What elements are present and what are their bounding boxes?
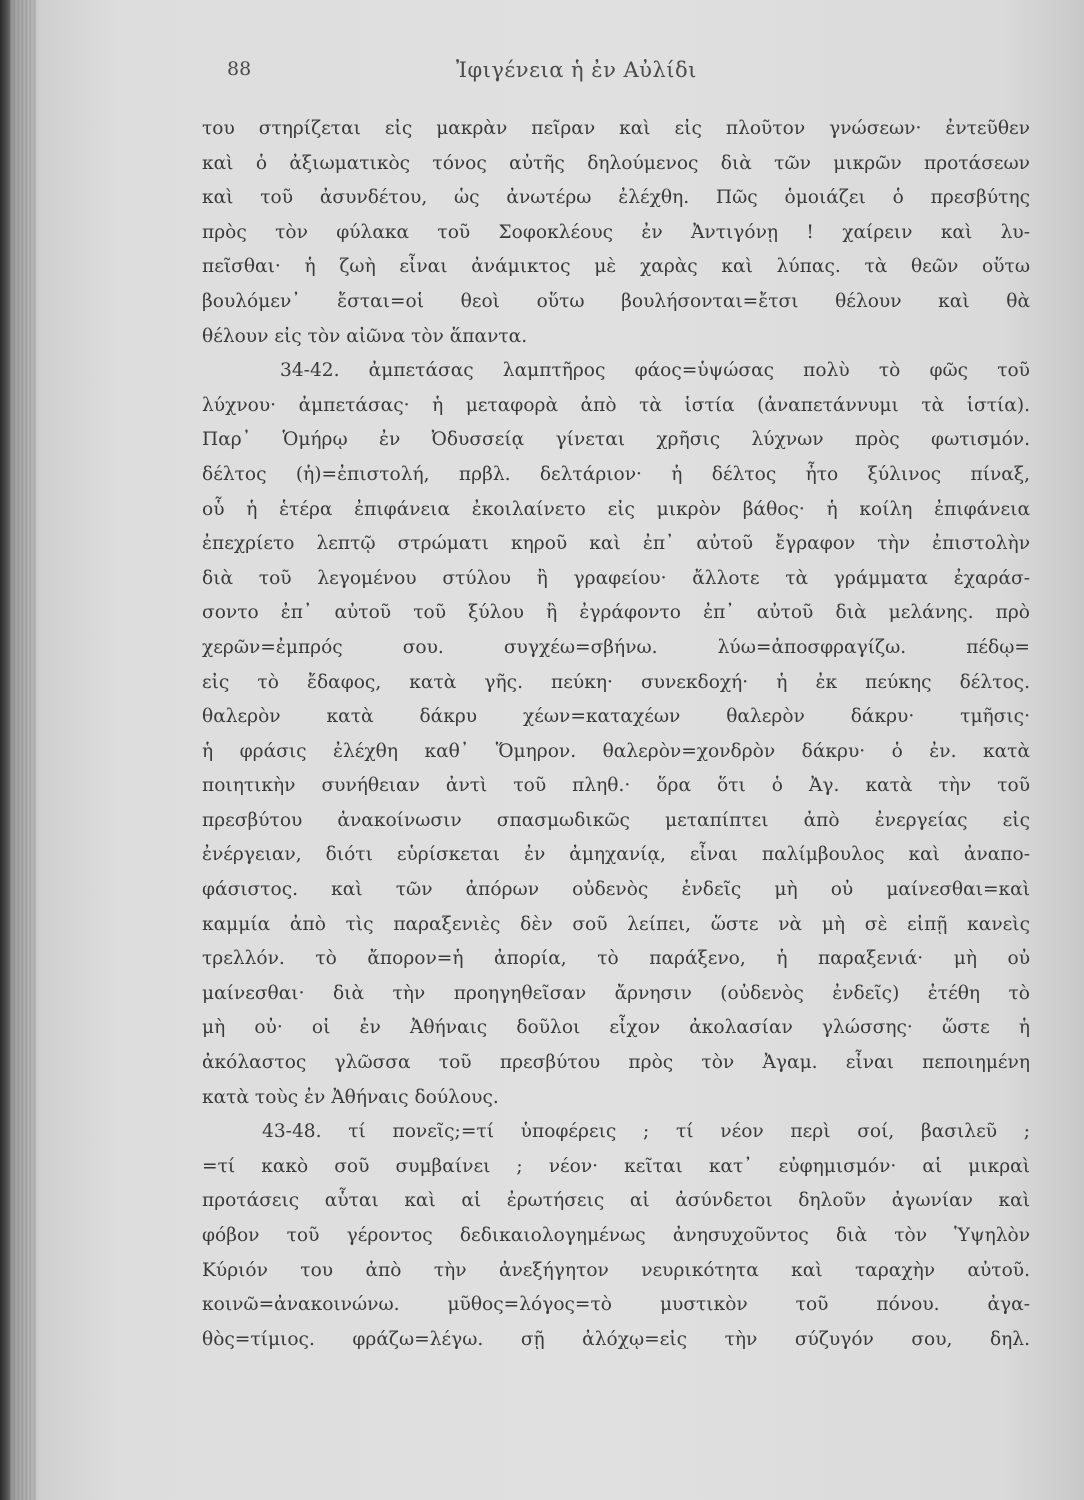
text-line: φόβον τοῦ γέροντος δεδικαιολογημένως ἀνησυχοῦντος διὰ τὸν Ὑψηλὸν (202, 1225, 1030, 1246)
text-line: πεῖσθαι· ἡ ζωὴ εἶναι ἀνάμικτος μὲ χαρὰς καὶ λύπας. τὰ θεῶν οὕτω (202, 256, 1030, 278)
text-line: =τί κακὸ σοῦ συμβαίνει ; νέον· κεῖται κατ᾽ εὐφημισμόν· αἱ μικραὶ (202, 1155, 1030, 1177)
text-line: ἐνέργειαν, διότι εὑρίσκεται ἐν ἀμηχανίᾳ, εἶναι παλίμβουλος καὶ ἀναπο- (202, 844, 1030, 866)
text-line: λύχνου· ἀμπετάσας· ἡ μεταφορὰ ἀπὸ τὰ ἱστία (ἀναπετάννυμι τὰ ἱστία). (202, 394, 1030, 416)
text-line: 43-48. τί πονεῖς;=τί ὑποφέρεις ; τί νέον περὶ σοί, βασιλεῦ ; (262, 1121, 1030, 1143)
text-line: προτάσεις αὗται καὶ αἱ ἐρωτήσεις αἱ ἀσύνδετοι δηλοῦν ἀγωνίαν καὶ (202, 1190, 1030, 1212)
text-line: χερῶν=ἐμπρός σου. συγχέω=σβήνω. λύω=ἀποσφραγίζω. πέδῳ= (202, 636, 1030, 658)
text-line: τρελλόν. τὸ ἄπορον=ἡ ἀπορία, τὸ παράξενο, ἡ παραξενιά· μὴ οὐ (202, 948, 1030, 970)
text-line: ποιητικὴν συνήθειαν ἀντὶ τοῦ πληθ.· ὅρα ὅτι ὁ Ἀγ. κατὰ τὴν τοῦ (202, 775, 1030, 797)
book-page (36, 0, 1084, 1500)
text-line: θαλερὸν κατὰ δάκρυ χέων=καταχέων θαλερὸν δάκρυ· τμῆσις· (202, 706, 1030, 728)
text-line: Κύριόν του ἀπὸ τὴν ἀνεξήγητον νευρικότητα καὶ ταραχὴν αὐτοῦ. (202, 1259, 1030, 1281)
text-line: καμμία ἀπὸ τὶς παραξενιὲς δὲν σοῦ λείπει, ὥστε νὰ μὴ σὲ εἰπῇ κανεὶς (202, 913, 1030, 935)
text-line: ἀκόλαστος γλῶσσα τοῦ πρεσβύτου πρὸς τὸν Ἀγαμ. εἶναι πεποιημένη (202, 1052, 1030, 1074)
text-line: ἡ φράσις ἐλέχθη καθ᾽ Ὅμηρον. θαλερὸν=χονδρὸν δάκρυ· ὁ ἐν. κατὰ (202, 740, 1030, 762)
page-number: 88 (227, 58, 252, 80)
book-title: Ἰφιγένεια ἡ ἐν Αὐλίδι (456, 58, 697, 82)
text-line: βουλόμεν᾽ ἔσται=οἱ θεοὶ οὕτω βουλήσονται=ἔτσι θέλουν καὶ θὰ (202, 290, 1030, 312)
text-line: κοινῶ=ἀνακοινώνω. μῦθος=λόγος=τὸ μυστικὸν τοῦ πόνου. ἀγα- (202, 1294, 1030, 1316)
commentary-text (202, 112, 1030, 1357)
text-line: πρεσβύτου ἀνακοίνωσιν σπασμωδικῶς μεταπίπτει ἀπὸ ἐνεργείας εἰς (202, 809, 1030, 831)
text-line: θέλουν εἰς τὸν αἰῶνα τὸν ἅπαντα. (202, 325, 528, 347)
text-line: καὶ ὁ ἀξιωματικὸς τόνος αὐτῆς δηλούμενος διὰ τῶν μικρῶν προτάσεων (202, 152, 1030, 174)
text-line: οὗ ἡ ἑτέρα ἐπιφάνεια ἐκοιλαίνετο εἰς μικρὸν βάθος· ἡ κοίλη ἐπιφάνεια (202, 498, 1030, 520)
text-line: καὶ τοῦ ἀσυνδέτου, ὡς ἀνωτέρω ἐλέχθη. Πῶς ὁμοιάζει ὁ πρεσβύτης (202, 187, 1030, 209)
text-line: πρὸς τὸν φύλακα τοῦ Σοφοκλέους ἐν Ἀντιγόνῃ ! χαίρειν καὶ λυ- (202, 221, 1030, 243)
text-line: μαίνεσθαι· διὰ τὴν προηγηθεῖσαν ἄρνησιν (οὐδενὸς ἐνδεῖς) ἐτέθη τὸ (202, 982, 1030, 1004)
text-line: ἐπεχρίετο λεπτῷ στρώματι κηροῦ καὶ ἐπ᾽ αὐτοῦ ἔγραφον τὴν ἐπιστολὴν (202, 533, 1030, 555)
text-line: θὸς=τίμιος. φράζω=λέγω. σῇ ἀλόχῳ=εἰς τὴν σύζυγόν σου, δηλ. (202, 1328, 1030, 1350)
text-line: δέλτος (ἡ)=ἐπιστολή, πρβλ. δελτάριον· ἡ δέλτος ἦτο ξύλινος πίναξ, (202, 463, 1030, 485)
book-spine-edge (10, 0, 36, 1500)
text-line: διὰ τοῦ λεγομένου στύλου ἢ γραφείου· ἄλλοτε τὰ γράμματα ἐχαράσ- (202, 567, 1030, 589)
running-head (36, 58, 1084, 88)
text-line: του στηρίζεται εἰς μακρὰν πεῖραν καὶ εἰς πλοῦτον γνώσεων· ἐντεῦθεν (202, 118, 1030, 139)
text-line: Παρ᾽ Ὁμήρῳ ἐν Ὀδυσσείᾳ γίνεται χρῆσις λύχνων πρὸς φωτισμόν. (202, 429, 1030, 451)
text-line: κατὰ τοὺς ἐν Ἀθήναις δούλους. (202, 1086, 499, 1108)
text-line: 34-42. ἀμπετάσας λαμπτῆρος φάος=ὑψώσας πολὺ τὸ φῶς τοῦ (280, 360, 1030, 382)
text-line: εἰς τὸ ἔδαφος, κατὰ γῆς. πεύκη· συνεκδοχή· ἡ ἐκ πεύκης δέλτος. (202, 671, 1030, 693)
text-line: σοντο ἐπ᾽ αὐτοῦ τοῦ ξύλου ἢ ἐγράφοντο ἐπ᾽ αὐτοῦ διὰ μελάνης. πρὸ (202, 602, 1030, 624)
text-line: μὴ οὐ· οἱ ἐν Ἀθήναις δοῦλοι εἶχον ἀκολασίαν γλώσσης· ὥστε ἡ (202, 1017, 1030, 1039)
text-line: φάσιστος. καὶ τῶν ἀπόρων οὐδενὸς ἐνδεῖς μὴ οὐ μαίνεσθαι=καὶ (202, 879, 1030, 901)
